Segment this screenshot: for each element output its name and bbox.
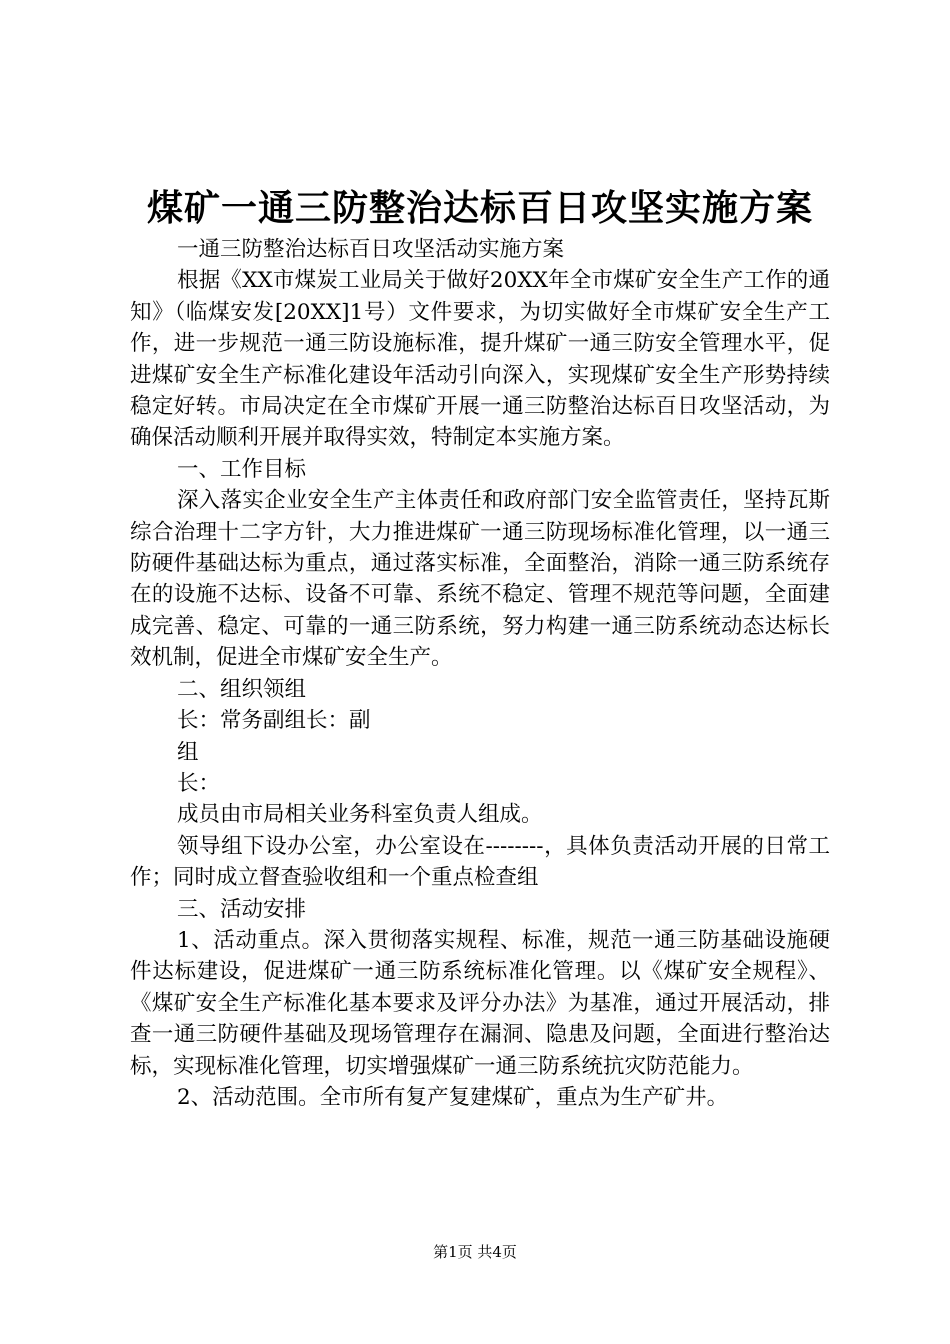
paragraph-members: 成员由市局相关业务科室负责人组成。: [177, 802, 543, 828]
paragraph-activity-scope: 2、活动范围。全市所有复产复建煤矿，重点为生产矿井。: [177, 1084, 729, 1110]
document-title: 煤矿一通三防整治达标百日攻坚实施方案: [146, 187, 813, 229]
paragraph-activity-focus: 1、活动重点。深入贯彻落实规程、标准，规范一通三防基础设施硬件达标建设，促进煤矿一通三防系统标准化管理。以《煤矿安全规程》、《煤矿安全生产标准化基本要求及评分办法》为基准，通过开展活动，排查一通三防硬件基础及现场管理存在漏洞、隐患及问题，全面进行整治达标，实现标准化管理，切实增强煤矿一通三防系统抗灾防范能力。: [130, 927, 830, 1079]
document-page: [130, 0, 830, 1344]
heading-activity-plan: 三、活动安排: [177, 896, 307, 922]
paragraph-subtitle: 一通三防整治达标百日攻坚活动实施方案: [177, 237, 565, 262]
heading-organization: 二、组织领组: [177, 676, 307, 702]
heading-work-goal: 一、工作目标: [177, 456, 307, 482]
paragraph-leaders-line-1: 长：常务副组长：副: [177, 708, 371, 734]
paragraph-intro: 根据《XX市煤炭工业局关于做好20XX年全市煤矿安全生产工作的通知》（临煤安发[20XX]1号）文件要求，为切实做好全市煤矿安全生产工作，进一步规范一通三防设施标准，提升煤矿一通三防安全管理水平，促进煤矿安全生产标准化建设年活动引向深入，实现煤矿安全生产形势持续稳定好转。市局决定在全市煤矿开展一通三防整治达标百日攻坚活动，为确保活动顺利开展并取得实效，特制定本实施方案。: [130, 268, 830, 451]
paragraph-leaders-line-2: 组: [177, 739, 199, 765]
paragraph-work-goal: 深入落实企业安全生产主体责任和政府部门安全监管责任，坚持瓦斯综合治理十二字方针，大力推进煤矿一通三防现场标准化管理，以一通三防硬件基础达标为重点，通过落实标准，全面整治，消除一通三防系统存在的设施不达标、设备不可靠、系统不稳定、管理不规范等问题，全面建成完善、稳定、可靠的一通三防系统，努力构建一通三防系统动态达标长效机制，促进全市煤矿安全生产。: [130, 488, 830, 671]
paragraph-office: 领导组下设办公室，办公室设在--------，具体负责活动开展的日常工作；同时成立督查验收组和一个重点检查组: [130, 833, 830, 891]
document-body: [130, 234, 830, 1113]
paragraph-leaders-line-3: 长：: [177, 770, 221, 796]
page-footer: 第1页 共4页: [433, 1243, 517, 1261]
